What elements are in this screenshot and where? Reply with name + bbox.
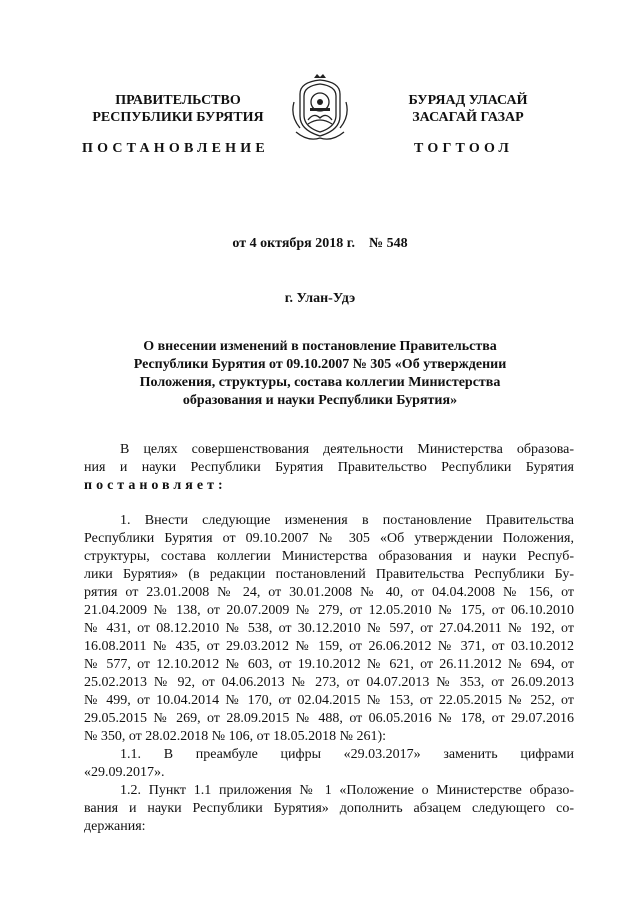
issuer-buryat: [378, 92, 558, 126]
paragraph-line: 29.05.2015 № 269, от 28.09.2015 № 488, от 06.05.2016 № 178, от 29.07.2016: [84, 711, 574, 726]
issuer-buryat-line2: ЗАСАГАЙ ГАЗАР: [412, 110, 524, 125]
paragraph-line: 25.02.2013 № 92, от 04.06.2013 № 273, от 04.07.2013 № 353, от 26.09.2013: [84, 675, 574, 690]
clause-1: [84, 512, 574, 836]
title-line: О внесении изменений в постановление Правительства: [143, 339, 497, 354]
paragraph-line: «29.09.2017».: [84, 765, 165, 780]
paragraph-line: ния и науки Республики Бурятия Правительство Республики Бурятия: [84, 460, 574, 475]
issuer-russian-line1: ПРАВИТЕЛЬСТВО: [115, 93, 241, 108]
city: г. Улан-Удэ: [284, 291, 356, 306]
paragraph-line: 1. Внести следующие изменения в постановление Правительства: [120, 513, 574, 528]
paragraph-line: В целях совершенствования деятельности Министерства образова-: [120, 442, 574, 457]
title-line: Положения, структуры, состава коллегии Министерства: [139, 375, 501, 390]
paragraph-line: Республики Бурятия от 09.10.2007 № 305 «Об утверждении Положения,: [84, 531, 574, 546]
clause-1-1: 1.1. В преамбуле цифры «29.03.2017» заменить цифрами: [120, 747, 574, 762]
doc-type-russian: ПОСТАНОВЛЕНИЕ: [82, 141, 269, 156]
issuer-buryat-line1: БУРЯАД УЛАСАЙ: [408, 93, 528, 108]
paragraph-line: № 577, от 12.10.2012 № 603, от 19.10.2012 № 621, от 26.11.2012 № 694, от: [84, 657, 574, 672]
coat-of-arms-icon: [288, 72, 352, 142]
decree-word: постановляет:: [84, 478, 227, 493]
paragraph-line: 16.08.2011 № 435, от 29.03.2012 № 159, от 26.06.2012 № 371, от 03.10.2012: [84, 639, 574, 654]
paragraph-line: вания и науки Республики Бурятия» дополнить абзацем следующего со-: [84, 801, 574, 816]
clause-1-2: 1.2. Пункт 1.1 приложения № 1 «Положение о Министерстве образо-: [120, 783, 574, 798]
paragraph-line: № 431, от 08.12.2010 № 538, от 30.12.2010 № 597, от 27.04.2011 № 192, от: [84, 621, 574, 636]
title-line: Республики Бурятия от 09.10.2007 № 305 «Об утверждении: [133, 357, 507, 372]
paragraph-line: лики Бурятия» (в редакции постановлений Правительства Республики Бу-: [84, 567, 574, 582]
paragraph-line: рятия от 23.01.2008 № 24, от 30.01.2008 № 40, от 04.04.2008 № 156, от: [84, 585, 574, 600]
issuer-russian-line2: РЕСПУБЛИКИ БУРЯТИЯ: [92, 110, 264, 125]
title-line: образования и науки Республики Бурятия»: [182, 393, 458, 408]
date-and-number: от 4 октября 2018 г. № 548: [232, 236, 408, 251]
paragraph-line: структуры, состава коллегии Министерства образования и науки Респуб-: [84, 549, 574, 564]
preamble-paragraph: [84, 441, 574, 495]
paragraph-line: № 499, от 10.04.2014 № 170, от 02.04.2015 № 153, от 22.05.2015 № 252, от: [84, 693, 574, 708]
paragraph-line: № 350, от 28.02.2018 № 106, от 18.05.2018 № 261):: [84, 729, 386, 744]
doc-type-buryat: ТОГТООЛ: [414, 141, 514, 156]
paragraph-line: держания:: [84, 819, 146, 834]
issuer-russian: [88, 92, 268, 126]
paragraph-line: 21.04.2009 № 138, от 20.07.2009 № 279, от 12.05.2010 № 175, от 06.10.2010: [84, 603, 574, 618]
document-title: [100, 338, 540, 410]
